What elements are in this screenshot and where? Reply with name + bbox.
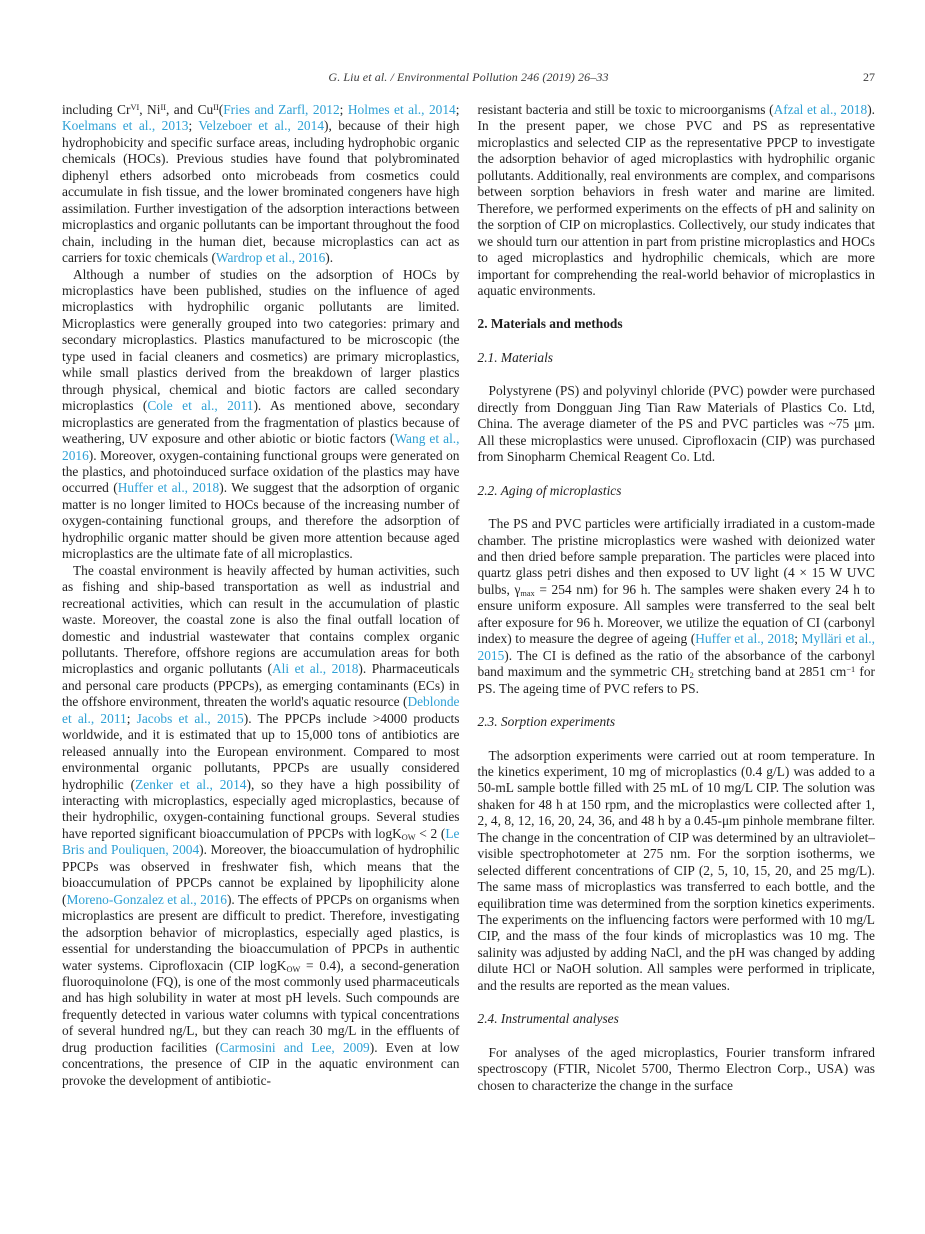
paragraph: The coastal environment is heavily affected by human activities, such as fishing and ship-based transportation as well as industrial and recreational activities, which can result in the accumulation of plastic waste. Moreover, the coastal zone is also the final outfall location of domestic and industrial wastewater that contains complex organic pollutants. Therefore, offshore regions are accumulation areas for both microplastics and organic pollutants (Ali et al., 2018). Pharmaceuticals and personal care products (PPCPs), as emerging contaminants (ECs) in the offshore environment, threaten the world's aquatic resource (Deblonde et al., 2011; Jacobs et al., 2015). The PPCPs include >4000 products worldwide, and it is estimated that up to 15,000 tons of antibiotics are released annually into the European environment. Compared to most environmental organic pollutants, PPCPs are usually considered hydrophilic (Zenker et al., 2014), so they have a high possibility of interacting with microplastics, especially aged microplastics, because of their hydrophilic, oxygen-containing functional groups. Several studies have reported significant bioaccumulation of PPCPs with logK$_{OW}$ < 2 (Le Bris and Pouliquen, 2004). Moreover, the bioaccumulation of hydrophilic PPCPs was observed in freshwater fish, which means that the bioaccumulation of PPCPs cannot be explained by lipophilicity alone (Moreno-Gonzalez et al., 2016). The effects of PPCPs on organisms when microplastics are present are difficult to predict. Therefore, investigating the adsorption behavior of microplastics, especially aged plastics, is essential for understanding the bioaccumulation of PPCPs in authentic water systems. Ciprofloxacin (CIP logK$_{OW}$ = 0.4), a second-generation fluoroquinolone (FQ), is one of the most commonly used pharmaceuticals and has high solubility in water at most pH levels. Such compounds are frequently detected in various water columns with typical concentrations of several hundred ng/L, but they can reach 30 mg/L in the effluents of drug production facilities (Carmosini and Lee, 2009). Even at low concentrations, the presence of CIP in the aquatic environment can provoke the development of antibiotic-: [62, 562, 460, 1088]
citation-link[interactable]: Wang et al., 2016: [62, 431, 460, 463]
citation-link[interactable]: Koelmans et al., 2013: [62, 118, 189, 134]
subsection-heading: 2.3. Sorption experiments: [477, 714, 616, 730]
paragraph: Although a number of studies on the adsorption of HOCs by microplastics have been published, studies on the influence of aged microplastics with hydrophilic organic pollutants are limited. Microplastics were generally grouped into two categories: primary and secondary microplastics. Plastics manufactured to be microscopic (the type used in facial cleaners and cosmetics) are primary microplastics, while small plastics derived from the breakdown of larger plastics through physical, chemical and biotic factors are called secondary microplastics (Cole et al., 2011). As mentioned above, secondary microplastics are generated from the fragmentation of plastics because of weathering, UV exposure and other abiotic or biotic factors (Wang et al., 2016). Moreover, oxygen-containing functional groups were generated on the plastics, and photoinduced surface oxidation of the plastics may have occurred (Huffer et al., 2018). We suggest that the adsorption of organic matter is no longer limited to HOCs because of the increasing number of oxygen-containing functional groups, and therefore the adsorption of hydrophilic organic matter should be given more attention because aged microplastics are the ultimate fate of all microplastics.: [62, 266, 460, 562]
citation-link[interactable]: Deblonde et al., 2011: [62, 694, 460, 726]
section-heading: 2. Materials and methods: [477, 316, 623, 332]
citation-link[interactable]: Le Bris and Pouliquen, 2004: [62, 825, 460, 858]
left-column: [62, 102, 460, 1094]
paragraph: The PS and PVC particles were artificially irradiated in a custom-made chamber. The pristine microplastics were washed with deionized water and then dried before sample preparation. The particles were placed into quartz glass petri dishes and then exposed to UV light (4 × 15 W UVC bulbs, $\gamma_{max} = 254$ nm) for 96 h. The samples were shaken every 24 h to ensure uniform exposure. All samples were transferred to the seal belt after exposure for 96 h. Moreover, we utilize the equation of CI (carbonyl index) to measure the degree of ageing (Huffer et al., 2018; Mylläri et al., 2015). The CI is defined as the ratio of the absorbance of the carbonyl band maximum and the symmetric $CH_2$ stretching band at 2851 $cm^{-1}$ for PS. The ageing time of PVC refers to PS.: [477, 516, 876, 696]
right-column: [478, 102, 876, 1094]
journal-running-title: G. Liu et al. / Environmental Pollution 246 (2019) 26–33: [328, 70, 609, 84]
paragraph: Polystyrene (PS) and polyvinyl chloride (PVC) powder were purchased directly from Dongguan Jing Tian Raw Materials of Plastics Co. Ltd, China. The average diameter of the PS and PVC particles was ~75 μm. All these microplastics were unused. Ciprofloxacin (CIP) was purchased from Sinopharm Chemical Reagent Co. Ltd.: [477, 383, 875, 465]
subscript-text: OW: [286, 964, 301, 974]
subsection-heading: 2.4. Instrumental analyses: [477, 1011, 619, 1027]
citation-link[interactable]: Afzal et al., 2018: [773, 102, 868, 117]
citation-link[interactable]: Zenker et al., 2014: [135, 776, 247, 792]
subscript-text: 2: [689, 671, 694, 681]
paragraph: resistant bacteria and still be toxic to microorganisms (Afzal et al., 2018). In the present paper, we chose PVC and PS as representative microplastics and selected CIP as the representative PPCP to investigate the adsorption behavior of aged microplastics with hydrophilic organic pollutants. Additionally, real environments are complex, and comparisons between sorption behaviors in fresh water and marine are limited. Therefore, we performed experiments on the effects of pH and salinity on the sorption of CIP on microplastics. Collectively, our study indicates that we should turn our attention in part from pristine microplastics and HOCs to aged microplastics and hydrophilic chemicals, which are more important for comprehending the real-world behavior of microplastics in aquatic environments.: [477, 102, 875, 298]
citation-link[interactable]: Carmosini and Lee, 2009: [219, 1039, 370, 1055]
two-column-body: [62, 102, 875, 1094]
citation-link[interactable]: Mylläri et al., 2015: [477, 631, 876, 663]
citation-link[interactable]: Ali et al., 2018: [271, 661, 359, 677]
paragraph: The adsorption experiments were carried out at room temperature. In the kinetics experiment, 10 mg of microplastics (0.4 g/L) was added to a 50-mL sample bottle filled with 25 mL of 10 mg/L CIP. The solution was shaken for 48 h at 150 rpm, and the microplastics were collected after 1, 2, 4, 8, 12, 16, 20, 24, 36, and 48 h by a 0.45-μm pinhole membrane filter. The change in the concentration of CIP was determined by an ultraviolet–visible spectrophotometer at 275 nm. For the sorption isotherms, we selected different concentrations of CIP (2, 5, 10, 15, 20, and 25 mg/L). The same mass of microplastics was transferred to each bottle, and the equilibration time was determined from the sorption kinetics experiments. The experiments on the influencing factors were performed with 10 mg/L CIP, and the mass of the four kinds of microplastics was 10 mg. The salinity was adjusted by adding NaCl, and the pH was changed by adding dilute HCl or NaOH solution. All samples were performed in triplicate, and the results are reported as the mean values.: [477, 747, 875, 993]
citation-link[interactable]: Jacobs et al., 2015: [136, 710, 244, 726]
subscript-text: OW: [401, 833, 416, 843]
subscript-text: max: [520, 589, 535, 599]
superscript-text: II: [160, 102, 166, 112]
citation-link[interactable]: Cole et al., 2011: [147, 398, 254, 414]
page-number: 27: [863, 70, 875, 84]
superscript-text: II: [213, 102, 219, 112]
subsection-heading: 2.1. Materials: [477, 349, 554, 365]
paragraph: including $Cr^{VI}$, $Ni^{II}$, and $Cu^{II}(Fries$ and Zarfl, 2012; Holmes et al., 2014; Koelmans et al., 2013; Velzeboer et al., 2014), because of their high hydrophobicity and specific surface areas, including hydrophobic organic chemicals (HOCs). Previous studies have found that polybrominated diphenyl ethers adsorbed onto microbeads from cosmetics could accumulate in fish tissue, and the lower brominated congeners have high assimilation. Further investigation of the adsorption interactions between microplastics and organic pollutants can be important throughout the food chain, including in the human diet, because microplastics can act as carriers for toxic chemicals (Wardrop et al., 2016).: [62, 102, 460, 266]
citation-link[interactable]: Huffer et al., 2018: [117, 480, 220, 496]
subsection-heading: 2.2. Aging of microplastics: [477, 482, 622, 498]
paragraph: For analyses of the aged microplastics, Fourier transform infrared spectroscopy (FTIR, Nicolet 5700, Thermo Electron Corp., USA) was chosen to characterize the change in the surface: [477, 1044, 875, 1093]
citation-link[interactable]: Holmes et al., 2014: [347, 102, 456, 117]
superscript-text: −1: [846, 665, 856, 674]
citation-link[interactable]: Moreno-Gonzalez et al., 2016: [66, 891, 227, 907]
superscript-text: VI: [130, 102, 140, 112]
citation-link[interactable]: Huffer et al., 2018: [695, 631, 795, 647]
running-head: [62, 70, 875, 85]
citation-link[interactable]: Fries and Zarfl, 2012: [223, 102, 340, 117]
citation-link[interactable]: Velzeboer et al., 2014: [198, 118, 325, 134]
citation-link[interactable]: Wardrop et al., 2016: [215, 250, 326, 266]
